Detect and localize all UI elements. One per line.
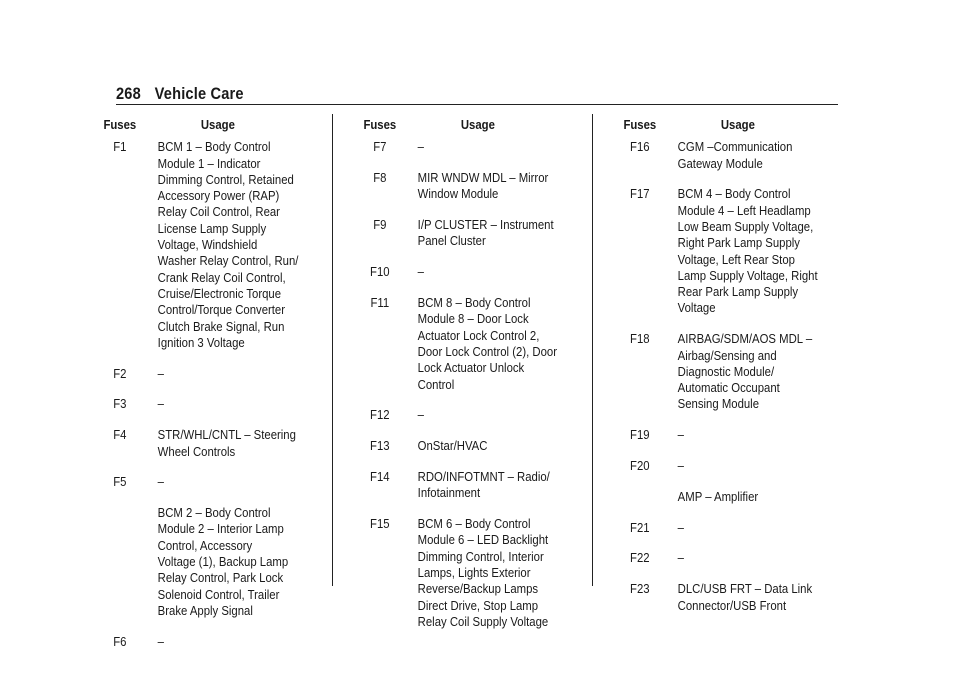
fuse-row bbox=[82, 366, 308, 382]
fuse-id: F18 bbox=[630, 331, 650, 347]
fuse-usage: BCM 2 – Body Control Module 2 – Interior Lamp Control, Accessory Voltage (1), Backup Lamp Relay Control, Park Lock Solenoid Control, Trailer Brake Apply Signal bbox=[157, 505, 289, 618]
fuse-usage: – bbox=[677, 458, 684, 474]
fuse-table-column-2 bbox=[342, 117, 605, 645]
fuses-column-header: Fuses bbox=[103, 117, 137, 132]
fuse-row bbox=[82, 505, 308, 619]
fuse-row bbox=[342, 217, 568, 250]
fuse-usage: AIRBAG/SDM/AOS MDL – Airbag/Sensing and Diagnostic Module/ Automatic Occupant Sensing Module bbox=[677, 331, 813, 412]
fuse-id: F6 bbox=[113, 633, 127, 649]
fuse-id: F5 bbox=[113, 474, 127, 490]
fuse-usage: – bbox=[157, 396, 164, 412]
fuse-id: F16 bbox=[630, 139, 650, 155]
fuse-usage: BCM 8 – Body Control Module 8 – Door Lock Actuator Lock Control 2, Door Lock Control (2), Door Lock Actuator Unlock Control bbox=[417, 295, 557, 392]
fuse-id: F10 bbox=[370, 264, 390, 280]
usage-column-header: Usage bbox=[200, 117, 235, 132]
fuse-id: F8 bbox=[373, 170, 387, 186]
fuse-row bbox=[342, 407, 568, 423]
header-rule bbox=[116, 104, 838, 105]
table-header bbox=[602, 117, 828, 133]
fuse-row bbox=[602, 186, 828, 316]
fuse-row bbox=[602, 331, 828, 412]
fuse-id: F12 bbox=[370, 407, 390, 423]
fuse-id: F1 bbox=[113, 139, 127, 155]
fuse-row bbox=[342, 516, 568, 630]
fuse-usage: I/P CLUSTER – Instrument Panel Cluster bbox=[417, 217, 554, 249]
fuse-id: F2 bbox=[113, 365, 127, 381]
page-number: 268 bbox=[116, 84, 141, 103]
usage-column-header: Usage bbox=[720, 117, 755, 132]
fuse-row bbox=[342, 139, 568, 155]
fuse-row bbox=[342, 438, 568, 454]
fuse-usage: – bbox=[417, 139, 424, 155]
fuse-row bbox=[342, 170, 568, 203]
fuse-row bbox=[82, 427, 308, 460]
fuse-row bbox=[602, 581, 828, 614]
fuse-id: F11 bbox=[370, 295, 390, 311]
fuse-usage: – bbox=[157, 474, 164, 490]
fuse-usage: BCM 6 – Body Control Module 6 – LED Backlight Dimming Control, Interior Lamps, Lights Exterior Reverse/Backup Lamps Direct Drive, Stop Lamp Relay Coil Supply Voltage bbox=[417, 516, 549, 629]
fuse-usage: DLC/USB FRT – Data Link Connector/USB Front bbox=[677, 581, 813, 613]
fuse-usage: RDO/INFOTMNT – Radio/ Infotainment bbox=[417, 468, 550, 501]
fuse-id: F3 bbox=[113, 396, 127, 412]
page-header bbox=[116, 84, 244, 104]
fuse-id: F4 bbox=[113, 427, 127, 443]
fuse-usage: – bbox=[157, 633, 164, 649]
fuse-id: F21 bbox=[630, 519, 650, 535]
fuse-row bbox=[602, 520, 828, 536]
fuses-column-header: Fuses bbox=[363, 117, 397, 132]
fuse-usage: – bbox=[677, 550, 684, 566]
fuse-table-column-3 bbox=[602, 117, 865, 628]
fuse-id: F7 bbox=[373, 139, 387, 155]
fuse-id bbox=[82, 505, 158, 619]
fuse-id: F23 bbox=[630, 581, 650, 597]
fuse-row bbox=[82, 474, 308, 490]
fuse-id: F20 bbox=[630, 458, 650, 474]
fuse-usage: – bbox=[417, 407, 424, 423]
fuses-column-header: Fuses bbox=[623, 117, 657, 132]
fuse-usage: AMP – Amplifier bbox=[677, 488, 759, 504]
fuse-row bbox=[82, 139, 308, 351]
fuse-usage: – bbox=[677, 519, 684, 535]
fuse-row bbox=[342, 264, 568, 280]
fuse-id: F22 bbox=[630, 550, 650, 566]
fuse-usage: OnStar/HVAC bbox=[417, 438, 488, 454]
fuse-usage: CGM –Communication Gateway Module bbox=[677, 139, 793, 171]
fuse-usage: – bbox=[417, 264, 424, 280]
fuse-usage: – bbox=[677, 427, 684, 443]
fuse-row bbox=[82, 396, 308, 412]
usage-column-header: Usage bbox=[460, 117, 495, 132]
section-title: Vehicle Care bbox=[154, 84, 244, 103]
fuse-id: F15 bbox=[370, 516, 390, 532]
fuse-row bbox=[602, 458, 828, 474]
fuse-row bbox=[602, 139, 828, 172]
fuse-row bbox=[602, 489, 828, 505]
fuse-row bbox=[342, 469, 568, 502]
fuse-usage: – bbox=[157, 365, 164, 381]
fuse-id: F13 bbox=[370, 438, 390, 454]
table-header bbox=[342, 117, 568, 133]
fuse-usage: BCM 1 – Body Control Module 1 – Indicator Dimming Control, Retained Accessory Power (RAP) Relay Coil Control, Rear License Lamp Supply Voltage, Windshield Washer Relay Control, Run/ Crank Relay Coil Control, Cruise/Electronic Torque Control/Torque Converter Clutch Brake Signal, Run Ignition 3 Voltage bbox=[157, 139, 299, 350]
table-header bbox=[82, 117, 308, 133]
fuse-row bbox=[342, 295, 568, 393]
fuse-usage: BCM 4 – Body Control Module 4 – Left Headlamp Low Beam Supply Voltage, Right Park Lamp Supply Voltage, Left Rear Stop Lamp Supply Voltage, Right Rear Park Lamp Supply Voltage bbox=[677, 186, 818, 316]
fuse-row bbox=[602, 427, 828, 443]
fuse-id bbox=[602, 489, 678, 505]
fuse-id: F14 bbox=[370, 468, 390, 484]
fuse-usage: MIR WNDW MDL – Mirror Window Module bbox=[417, 170, 549, 202]
fuse-id: F17 bbox=[630, 186, 650, 202]
fuse-row bbox=[82, 634, 308, 650]
fuse-table-column-1 bbox=[82, 117, 345, 665]
fuse-id: F9 bbox=[373, 217, 387, 233]
fuse-usage: STR/WHL/CNTL – Steering Wheel Controls bbox=[157, 427, 296, 459]
fuse-row bbox=[602, 550, 828, 566]
fuse-id: F19 bbox=[630, 427, 650, 443]
